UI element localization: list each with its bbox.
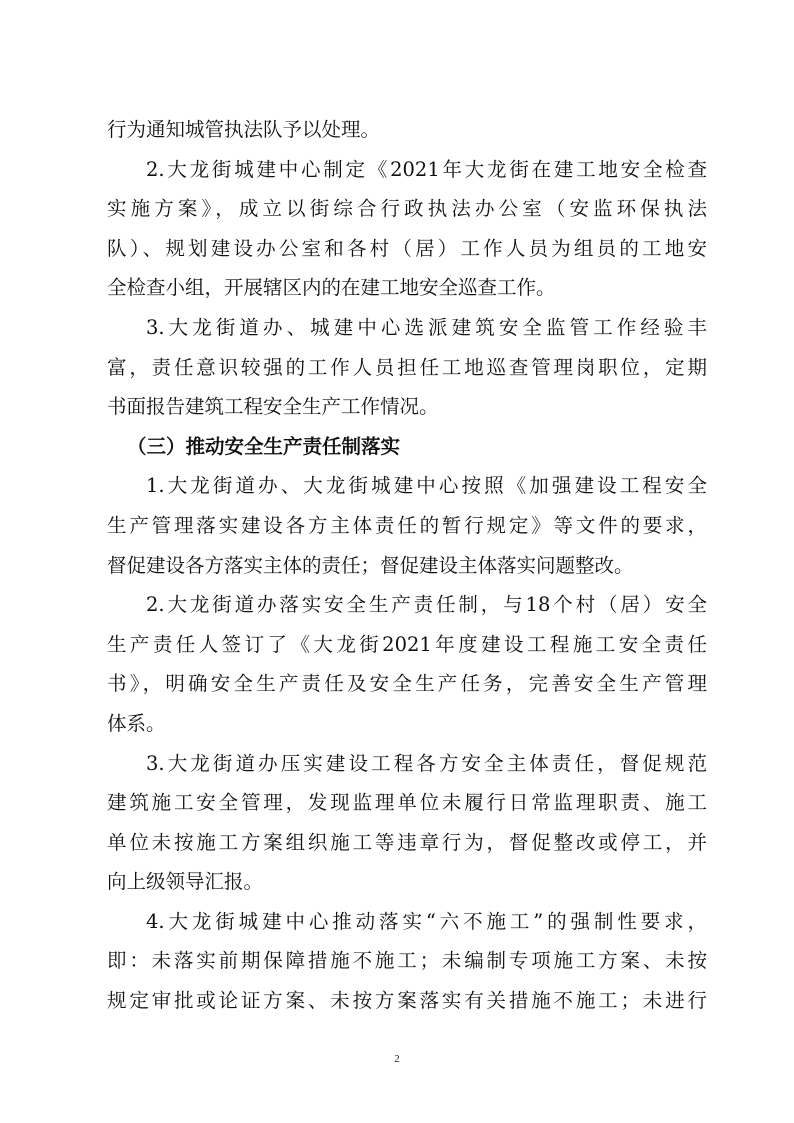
- paragraph-line: 行为通知城管执法队予以处理。: [107, 118, 381, 141]
- paragraph-line: 队）、规划建设办公室和各村（居）工作人员为组员的工地安: [107, 236, 707, 260]
- paragraph-line: 建筑施工安全管理，发现监理单位未履行日常监理职责、施工: [107, 791, 707, 815]
- paragraph-line: 生产管理落实建设各方主体责任的暂行规定》等文件的要求，: [107, 513, 707, 537]
- section-heading: （三）推动安全生产责任制落实: [127, 434, 401, 458]
- paragraph-line: 体系。: [107, 711, 166, 735]
- paragraph-line: 3.大龙街道办、城建中心选派建筑安全监管工作经验丰: [146, 315, 707, 339]
- document-body: [107, 110, 707, 1021]
- paragraph-line: 生产责任人签订了《大龙街2021年度建设工程施工安全责任: [107, 632, 707, 656]
- paragraph-line: 书》，明确安全生产责任及安全生产任务，完善安全生产管理: [107, 672, 707, 696]
- paragraph-line: 4.大龙街城建中心推动落实“六不施工”的强制性要求，: [146, 909, 707, 933]
- paragraph-line: 富，责任意识较强的工作人员担任工地巡查管理岗职位，定期: [107, 355, 707, 379]
- paragraph-line: 实施方案》，成立以街综合行政执法办公室（安监环保执法: [107, 197, 707, 221]
- paragraph-line: 2.大龙街道办落实安全生产责任制，与18个村（居）安全: [146, 593, 707, 617]
- page-number: 2: [394, 1053, 400, 1065]
- paragraph-line: 规定审批或论证方案、未按方案落实有关措施不施工；未进行: [107, 989, 707, 1013]
- paragraph-line: 1.大龙街道办、大龙街城建中心按照《加强建设工程安全: [146, 474, 707, 498]
- paragraph-line: 全检查小组，开展辖区内的在建工地安全巡查工作。: [107, 276, 556, 300]
- paragraph-line: 即：未落实前期保障措施不施工；未编制专项施工方案、未按: [107, 949, 707, 973]
- paragraph-line: 督促建设各方落实主体的责任；督促建设主体落实问题整改。: [107, 553, 634, 577]
- paragraph-line: 2.大龙街城建中心制定《2021年大龙街在建工地安全检查: [146, 157, 707, 181]
- paragraph-line: 向上级领导汇报。: [107, 870, 264, 894]
- paragraph-line: 3.大龙街道办压实建设工程各方安全主体责任，督促规范: [146, 751, 707, 775]
- paragraph-line: 单位未按施工方案组织施工等违章行为，督促整改或停工，并: [107, 830, 707, 854]
- paragraph-line: 书面报告建筑工程安全生产工作情况。: [107, 395, 439, 419]
